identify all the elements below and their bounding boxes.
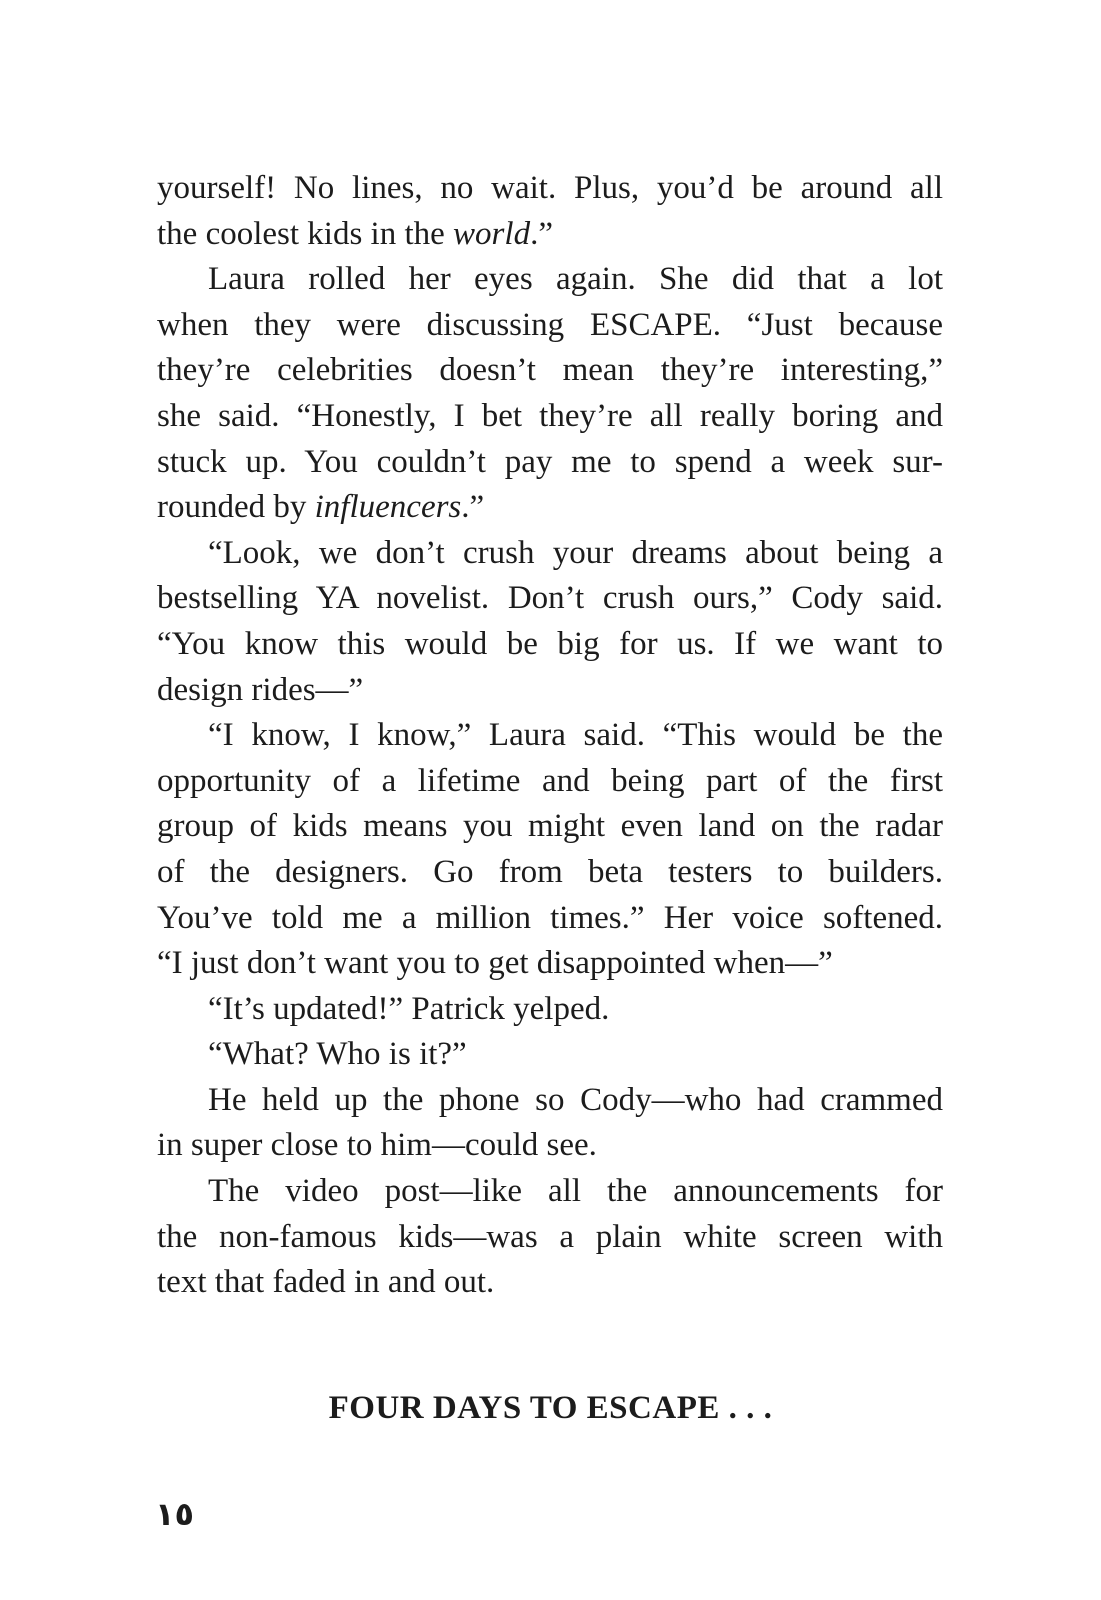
text-line: opportunity of a lifetime and being part of the first [157,762,943,799]
text-line: rounded by influencers.” [157,489,485,526]
text-line: of the designers. Go from beta testers to builders. [157,853,943,890]
text-line: she said. “Honestly, I bet they’re all really boring and [157,397,943,434]
text-line: they’re celebrities doesn’t mean they’re interesting,” [157,352,943,389]
text-line: group of kids means you might even land on the radar [157,808,943,845]
section-heading: FOUR DAYS TO ESCAPE . . . [328,1390,773,1426]
text-line: “You know this would be big for us. If we want to [157,625,943,662]
paragraph-start-line: The video post—like all the announcements for [208,1173,943,1210]
page-number: ١٥ [155,1495,195,1533]
text-line: design rides—” [157,671,364,708]
paragraph-start-line: “Look, we don’t crush your dreams about being a [208,534,943,571]
text-line: “I just don’t want you to get disappointed when—” [157,945,833,982]
paragraph-start-line: Laura rolled her eyes again. She did that a lot [208,261,943,298]
paragraph-start-line: He held up the phone so Cody—who had crammed [208,1081,943,1118]
body-text [157,166,943,1306]
paragraph-start-line: “It’s updated!” Patrick yelped. [208,990,610,1027]
text-line: the non-famous kids—was a plain white screen with [157,1218,943,1255]
text-line: You’ve told me a million times.” Her voice softened. [157,899,943,936]
text-line: the coolest kids in the world.” [157,215,553,252]
text-line: yourself! No lines, no wait. Plus, you’d be around all [157,170,943,206]
text-line: when they were discussing ESCAPE. “Just because [157,306,943,343]
paragraph-start-line: “What? Who is it?” [208,1036,467,1073]
text-line: bestselling YA novelist. Don’t crush ours,” Cody said. [157,580,943,617]
text-line: stuck up. You couldn’t pay me to spend a week sur- [157,443,943,480]
paragraph-start-line: “I know, I know,” Laura said. “This would be the [208,717,943,754]
text-line: in super close to him—could see. [157,1127,597,1164]
text-line: text that faded in and out. [157,1264,495,1301]
